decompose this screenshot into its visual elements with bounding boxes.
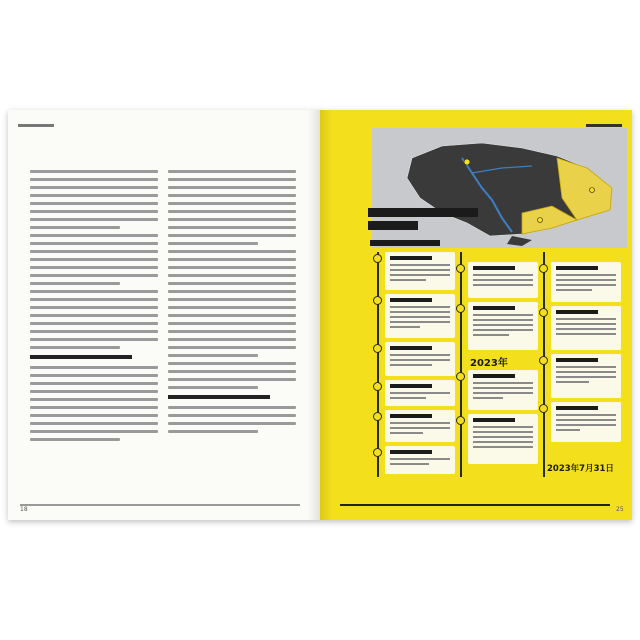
timeline-marker	[539, 264, 548, 273]
left-page	[8, 110, 320, 520]
timeline-event-card	[385, 380, 455, 406]
left-page-column-1	[30, 170, 158, 446]
article-title-line-2	[368, 221, 418, 230]
timeline-marker	[456, 416, 465, 425]
timeline-event-card	[468, 262, 538, 298]
right-footer-rule	[340, 504, 610, 506]
left-footer-rule	[20, 504, 300, 506]
timeline-event-card	[385, 294, 455, 338]
left-running-head	[18, 124, 54, 127]
timeline-marker	[539, 308, 548, 317]
timeline-event-card	[551, 262, 621, 302]
timeline-marker	[539, 404, 548, 413]
timeline-marker	[373, 296, 382, 305]
article-title-line-1	[368, 208, 478, 217]
timeline-year-2023-07-31: 2023年7月31日	[547, 464, 614, 474]
timeline-event-card	[551, 306, 621, 350]
timeline-marker	[373, 412, 382, 421]
timeline-marker	[373, 344, 382, 353]
timeline-marker	[373, 382, 382, 391]
timeline-marker	[456, 264, 465, 273]
right-page-number: 25	[616, 506, 624, 513]
timeline-marker	[373, 448, 382, 457]
left-page-column-2	[168, 170, 296, 438]
book-gutter	[308, 110, 332, 520]
timeline-marker	[456, 372, 465, 381]
timeline-start-date	[370, 240, 440, 246]
timeline-marker	[373, 254, 382, 263]
left-col1-subheading	[30, 355, 132, 359]
timeline-year-2023: 2023年	[470, 358, 508, 369]
left-page-number: 18	[20, 506, 28, 513]
timeline-event-card	[551, 402, 621, 442]
timeline-event-card	[551, 354, 621, 398]
right-running-head	[586, 124, 622, 127]
timeline-event-card	[468, 414, 538, 464]
timeline-marker	[456, 304, 465, 313]
timeline-event-card	[385, 252, 455, 290]
timeline-marker	[539, 356, 548, 365]
timeline-axis-left	[377, 252, 379, 477]
timeline-event-card	[385, 410, 455, 442]
left-col2-subheading	[168, 395, 270, 399]
article-title-block	[368, 208, 478, 238]
timeline-event-card	[468, 302, 538, 350]
timeline-axis-middle	[460, 252, 462, 477]
timeline-event-card	[468, 370, 538, 410]
timeline-event-card	[385, 342, 455, 376]
timeline-event-card	[385, 446, 455, 474]
